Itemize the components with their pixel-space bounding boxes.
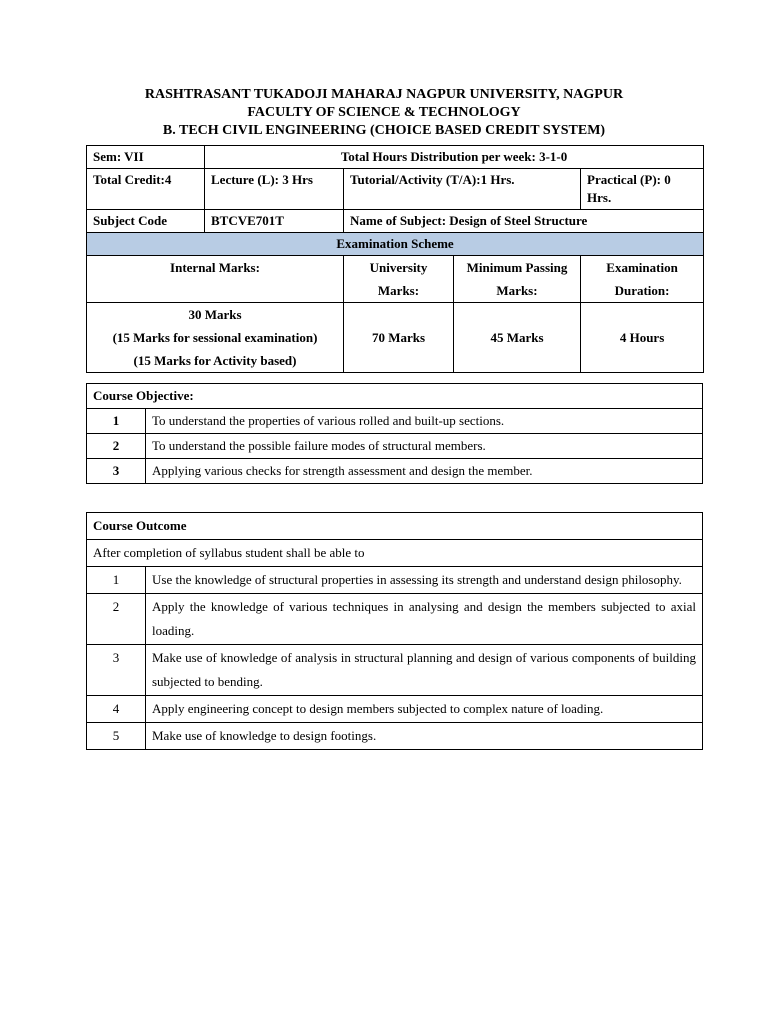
min-passing-label-line1: Minimum Passing: [466, 260, 568, 275]
exam-values-row: [87, 303, 704, 373]
sem-row: [87, 146, 704, 169]
internal-marks-label: [87, 256, 344, 303]
course-objective-table: [86, 383, 703, 484]
sem-cell: Sem: VII: [87, 146, 205, 169]
hours-distribution-cell: Total Hours Distribution per week: 3-1-0: [205, 146, 704, 169]
document-header: [0, 86, 768, 140]
objective-text: To understand the properties of various rolled and built-up sections.: [146, 409, 703, 434]
university-marks-label: [344, 256, 454, 303]
faculty-name: FACULTY OF SCIENCE & TECHNOLOGY: [247, 105, 521, 120]
outcome-row: [87, 594, 703, 645]
objective-number: 1: [87, 409, 146, 434]
min-passing-label-line2: Marks:: [496, 283, 538, 298]
exam-header-row: [87, 256, 704, 303]
objective-row: [87, 434, 703, 459]
outcome-text: Apply the knowledge of various techniques in analysing and design the members subjected to axial loading.: [146, 594, 703, 645]
outcome-row: [87, 645, 703, 696]
objective-row: [87, 459, 703, 484]
objective-text: To understand the possible failure modes of structural members.: [146, 434, 703, 459]
outcome-row: [87, 567, 703, 594]
outcome-number: 5: [87, 723, 146, 750]
internal-marks-total: 30 Marks: [188, 307, 242, 322]
outcome-row: [87, 723, 703, 750]
program-name: B. TECH CIVIL ENGINEERING (CHOICE BASED CREDIT SYSTEM): [162, 123, 606, 138]
outcome-number: 3: [87, 645, 146, 696]
exam-duration-value: 4 Hours: [581, 303, 704, 373]
lecture-cell: Lecture (L): 3 Hrs: [205, 169, 344, 210]
objective-text: Applying various checks for strength assessment and design the member.: [146, 459, 703, 484]
exam-duration-label: [581, 256, 704, 303]
outcome-text: Make use of knowledge of analysis in structural planning and design of various components of building subjected to bending.: [146, 645, 703, 696]
exam-duration-label-line1: Examination: [606, 260, 678, 275]
subject-code-row: [87, 210, 704, 233]
university-marks-value: 70 Marks: [344, 303, 454, 373]
subject-code-label: Subject Code: [87, 210, 205, 233]
objective-number: 2: [87, 434, 146, 459]
university-marks-label-line2: Marks:: [377, 283, 420, 298]
exam-scheme-title: Examination Scheme: [87, 233, 704, 256]
total-credit-cell: Total Credit:4: [87, 169, 205, 210]
objective-title-row: [87, 384, 703, 409]
objective-row: [87, 409, 703, 434]
outcome-number: 1: [87, 567, 146, 594]
university-name: RASHTRASANT TUKADOJI MAHARAJ NAGPUR UNIVERSITY, NAGPUR: [144, 87, 624, 102]
outcome-number: 2: [87, 594, 146, 645]
outcome-text: Use the knowledge of structural properties in assessing its strength and understand design philosophy.: [146, 567, 703, 594]
exam-duration-label-line2: Duration:: [614, 283, 670, 298]
credit-row: [87, 169, 704, 210]
outcome-title-row: [87, 513, 703, 540]
subject-name-cell: Name of Subject: Design of Steel Structure: [344, 210, 704, 233]
internal-marks-label-text: Internal Marks:: [170, 260, 260, 275]
internal-marks-activity: (15 Marks for Activity based): [133, 353, 297, 368]
internal-marks-value: [87, 303, 344, 373]
outcome-text: Apply engineering concept to design members subjected to complex nature of loading.: [146, 696, 703, 723]
exam-scheme-row: [87, 233, 704, 256]
university-marks-label-line1: University: [369, 260, 428, 275]
outcome-row: [87, 696, 703, 723]
subject-code-value: BTCVE701T: [205, 210, 344, 233]
outcome-text: Make use of knowledge to design footings.: [146, 723, 703, 750]
outcome-number: 4: [87, 696, 146, 723]
outcome-intro-row: [87, 540, 703, 567]
min-passing-label: [454, 256, 581, 303]
tutorial-cell: Tutorial/Activity (T/A):1 Hrs.: [344, 169, 581, 210]
internal-marks-sessional: (15 Marks for sessional examination): [112, 330, 318, 345]
course-outcome-table: [86, 512, 703, 750]
practical-cell: Practical (P): 0 Hrs.: [581, 169, 704, 210]
objective-number: 3: [87, 459, 146, 484]
objective-title: Course Objective:: [87, 384, 703, 409]
outcome-title: Course Outcome: [87, 513, 703, 540]
min-passing-value: 45 Marks: [454, 303, 581, 373]
outcome-intro: After completion of syllabus student shall be able to: [87, 540, 703, 567]
subject-details-table: [86, 145, 704, 373]
